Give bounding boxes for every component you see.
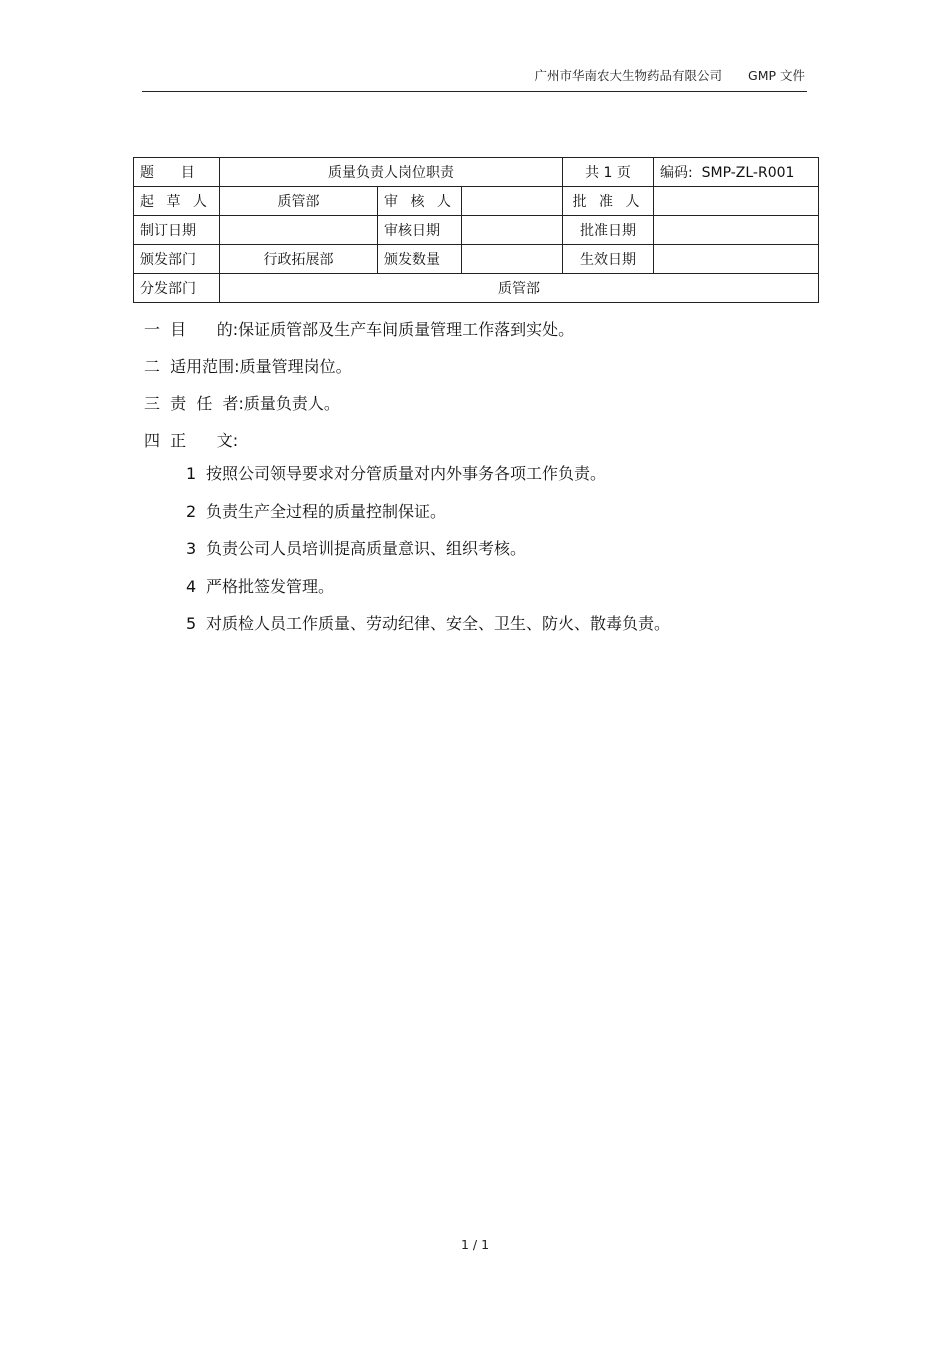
issue-dept-label: 颁发部门 — [134, 245, 220, 274]
page-number: 1 / 1 — [460, 1237, 490, 1252]
section-label: 一 目 的: — [144, 320, 239, 339]
approver-label: 批 准 人 — [563, 187, 654, 216]
section-scope — [144, 348, 574, 385]
duty-list — [186, 455, 670, 643]
issue-qty-value — [462, 245, 563, 274]
table-row — [134, 158, 819, 187]
document-info-table — [133, 157, 819, 303]
company-name: 广州市华南农大生物药品有限公司 — [534, 68, 723, 83]
section-label: 三 责 任 者: — [144, 394, 244, 413]
table-row — [134, 245, 819, 274]
item-number: 2 — [186, 501, 197, 521]
item-text: 负责公司人员培训提高质量意识、组织考核。 — [206, 539, 527, 558]
drafter-value: 质管部 — [220, 187, 378, 216]
header-divider — [142, 91, 807, 92]
item-number: 5 — [186, 614, 197, 633]
list-item — [186, 530, 670, 568]
list-item — [186, 493, 670, 531]
table-row — [134, 187, 819, 216]
section-body — [144, 422, 574, 459]
section-purpose — [144, 311, 574, 348]
item-text: 严格批签发管理。 — [206, 576, 335, 596]
document-type: GMP 文件 — [748, 68, 805, 83]
page-count: 共 1 页 — [563, 158, 654, 187]
issue-qty-label: 颁发数量 — [378, 245, 462, 274]
item-text: 按照公司领导要求对分管质量对内外事务各项工作负责。 — [206, 464, 607, 483]
item-number: 4 — [186, 576, 197, 596]
effective-date-label: 生效日期 — [563, 245, 654, 274]
list-item — [186, 568, 670, 606]
section-label: 四 正 文: — [144, 431, 239, 450]
item-number: 1 — [186, 464, 197, 483]
section-text: 质量管理岗位。 — [239, 357, 352, 376]
dist-dept-value: 质管部 — [220, 274, 819, 303]
list-item — [186, 605, 670, 643]
effective-date-value — [654, 245, 819, 274]
approver-value — [654, 187, 819, 216]
reviewer-label: 审 核 人 — [378, 187, 462, 216]
approve-date-value — [654, 216, 819, 245]
section-responsible — [144, 385, 574, 422]
approve-date-label: 批准日期 — [563, 216, 654, 245]
section-text: 质量负责人。 — [243, 394, 340, 413]
document-code: 编码: SMP-ZL-R001 — [654, 158, 819, 187]
item-text: 负责生产全过程的质量控制保证。 — [206, 501, 447, 521]
dist-dept-label: 分发部门 — [134, 274, 220, 303]
table-row — [134, 216, 819, 245]
made-date-value — [220, 216, 378, 245]
review-date-value — [462, 216, 563, 245]
list-item — [186, 455, 670, 493]
item-number: 3 — [186, 539, 197, 558]
section-text: 保证质管部及生产车间质量管理工作落到实处。 — [238, 320, 575, 339]
table-row — [134, 274, 819, 303]
drafter-label: 起 草 人 — [134, 187, 220, 216]
issue-dept-value: 行政拓展部 — [220, 245, 378, 274]
item-text: 对质检人员工作质量、劳动纪律、安全、卫生、防火、散毒负责。 — [206, 614, 671, 633]
title-value: 质量负责人岗位职责 — [220, 158, 563, 187]
page-header — [535, 66, 806, 84]
section-label: 二 适用范围: — [144, 357, 240, 376]
made-date-label: 制订日期 — [134, 216, 220, 245]
title-label: 题 目 — [134, 158, 220, 187]
review-date-label: 审核日期 — [378, 216, 462, 245]
document-sections — [144, 311, 574, 459]
reviewer-value — [462, 187, 563, 216]
